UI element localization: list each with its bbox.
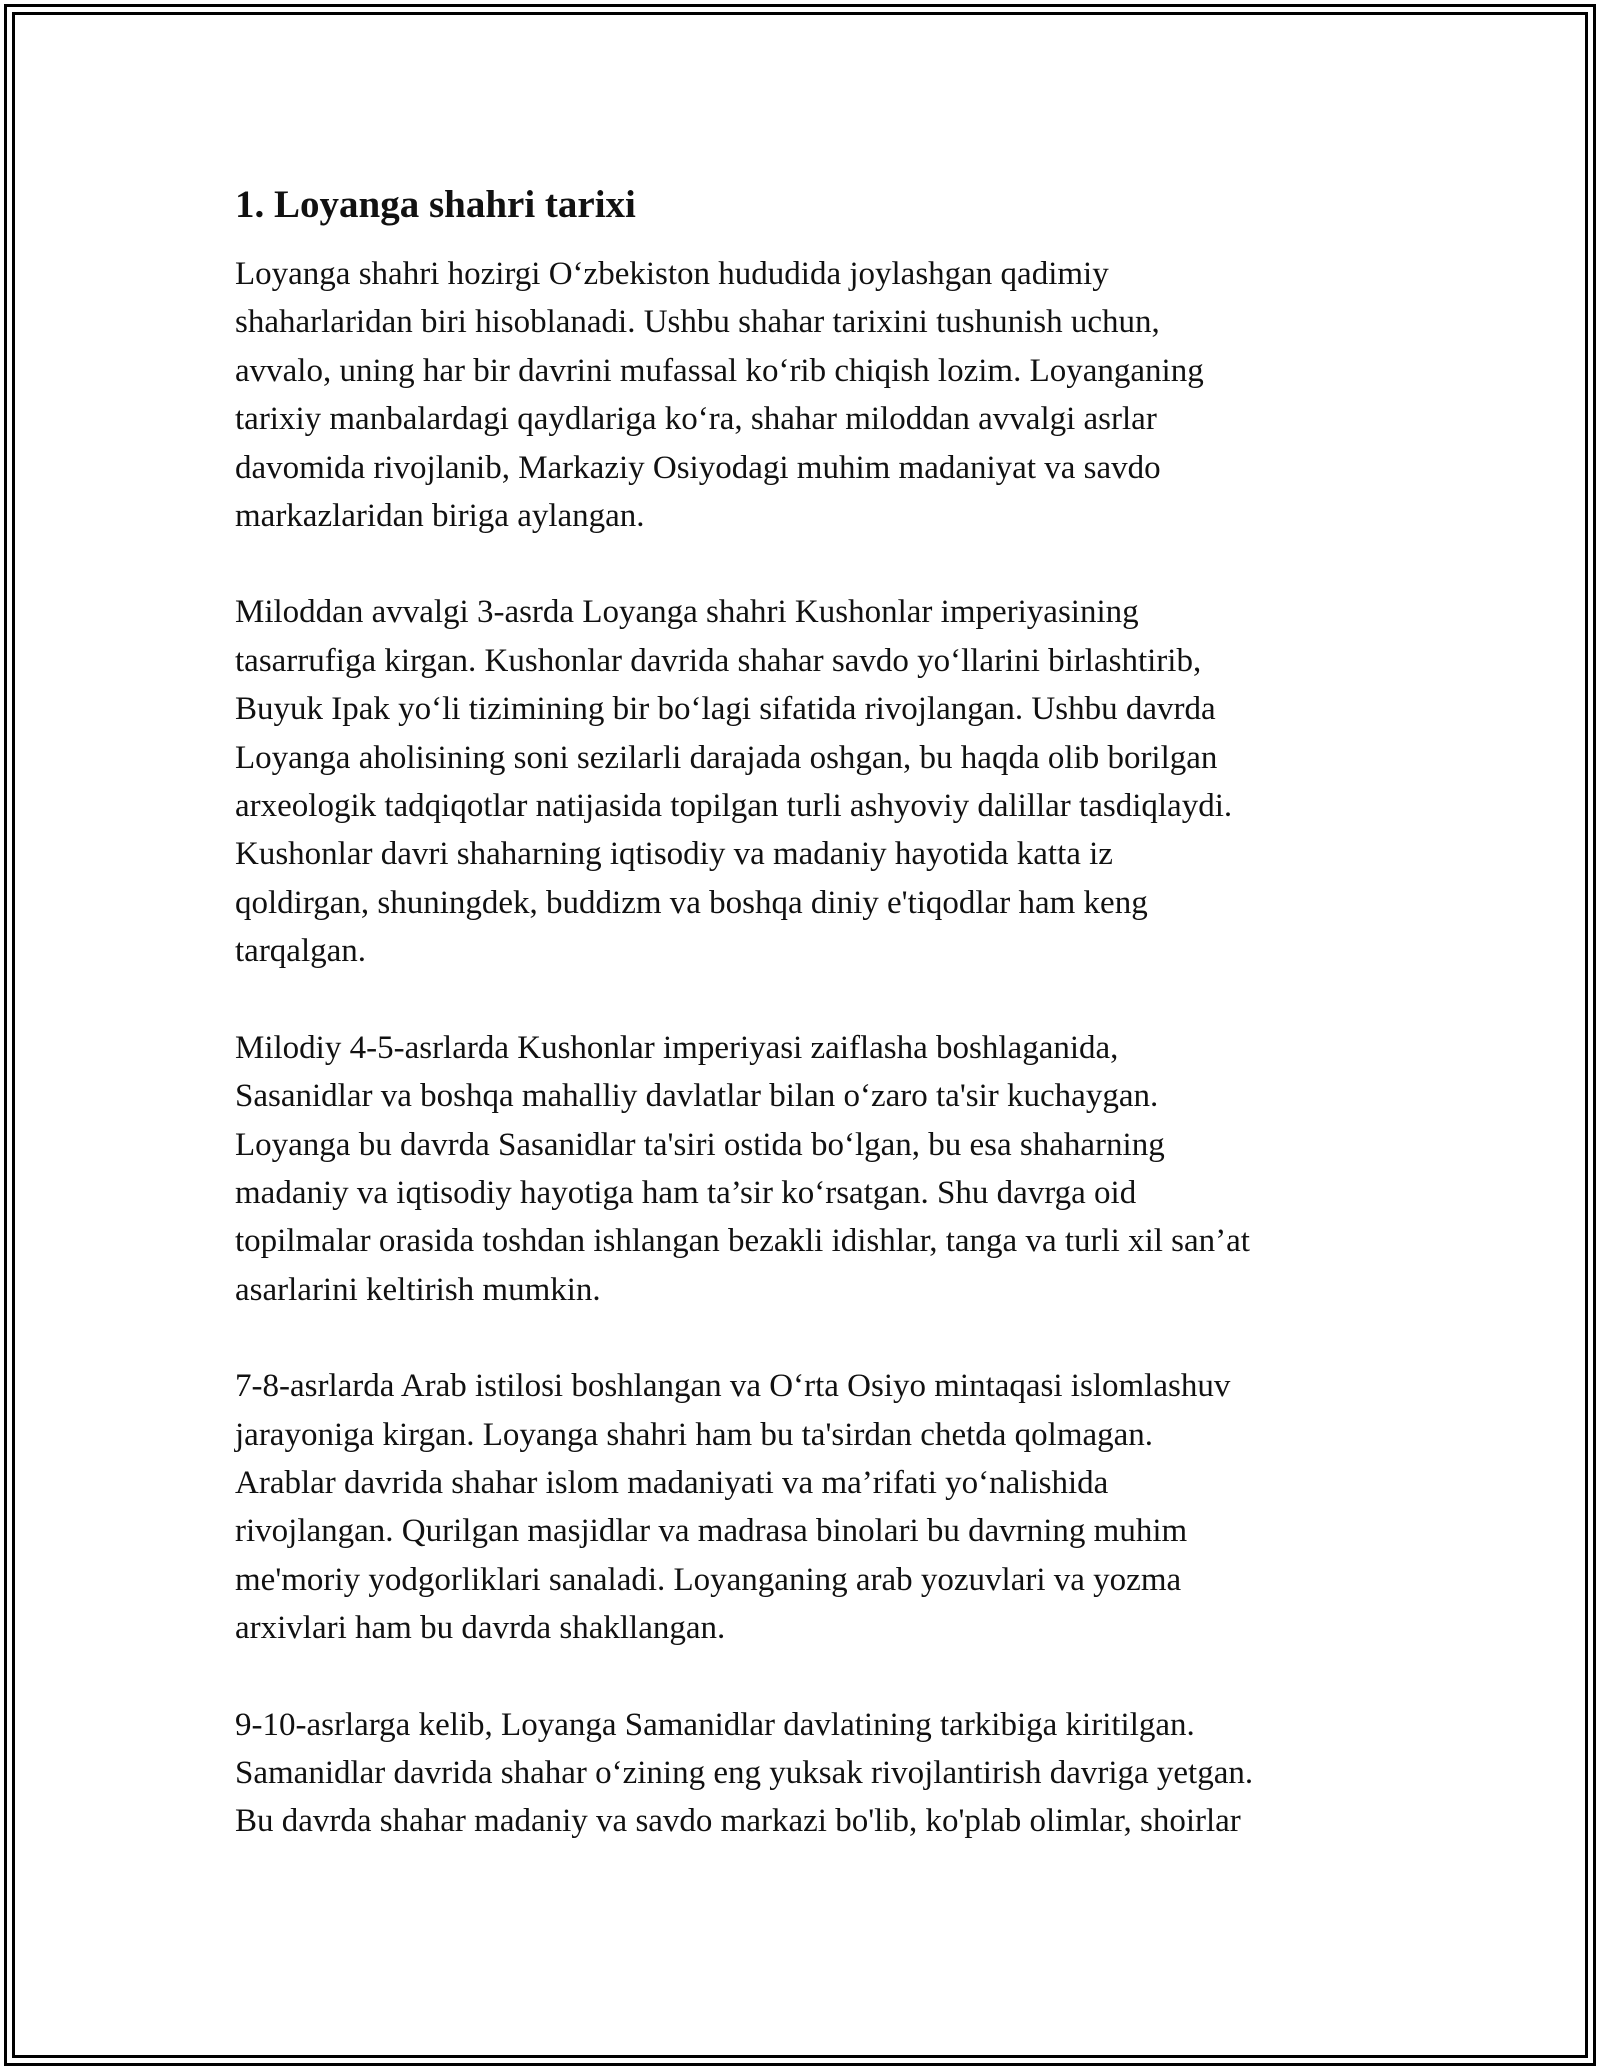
paragraph <box>235 588 1385 975</box>
text-line: Milodiy 4-5-asrlarda Kushonlar imperiyasi zaiflasha boshlaganida, <box>235 1029 1119 1066</box>
text-line: qoldirgan, shuningdek, buddizm va boshqa diniy e'tiqodlar ham keng <box>235 884 1148 921</box>
text-line: 9-10-asrlarga kelib, Loyanga Samanidlar davlatining tarkibiga kiritilgan. <box>235 1706 1195 1743</box>
document-body <box>235 180 1385 1894</box>
text-line: tarixiy manbalardagi qaydlariga ko‘ra, shahar miloddan avvalgi asrlar <box>235 401 1157 438</box>
paragraph <box>235 250 1385 540</box>
text-line: avvalo, uning har bir davrini mufassal ko‘rib chiqish lozim. Loyanganing <box>235 352 1204 389</box>
text-line: shaharlaridan biri hisoblanadi. Ushbu shahar tarixini tushunish uchun, <box>235 304 1160 341</box>
text-line: topilmalar orasida toshdan ishlangan bezakli idishlar, tanga va turli xil san’at <box>235 1223 1250 1260</box>
paragraph <box>235 1701 1385 1846</box>
text-line: Loyanga shahri hozirgi O‘zbekiston hududida joylashgan qadimiy <box>235 256 1109 292</box>
section-heading: 1. Loyanga shahri tarixi <box>235 183 636 226</box>
text-line: Sasanidlar va boshqa mahalliy davlatlar bilan o‘zaro ta'sir kuchaygan. <box>235 1078 1159 1115</box>
text-line: davomida rivojlanib, Markaziy Osiyodagi muhim madaniyat va savdo <box>235 449 1161 486</box>
text-line: Samanidlar davrida shahar o‘zining eng yuksak rivojlantirish davriga yetgan. <box>235 1754 1254 1791</box>
paragraph <box>235 1362 1385 1652</box>
text-line: asarlarini keltirish mumkin. <box>235 1271 601 1308</box>
paragraph <box>235 1024 1385 1314</box>
text-line: Arablar davrida shahar islom madaniyati va ma’rifati yo‘nalishida <box>235 1464 1109 1501</box>
text-line: rivojlangan. Qurilgan masjidlar va madrasa binolari bu davrning muhim <box>235 1513 1188 1550</box>
text-line: arxivlari ham bu davrda shakllangan. <box>235 1610 726 1647</box>
text-line: 7-8-asrlarda Arab istilosi boshlangan va O‘rta Osiyo mintaqasi islomlashuv <box>235 1368 1231 1405</box>
text-line: jarayoniga kirgan. Loyanga shahri ham bu ta'sirdan chetda qolmagan. <box>235 1416 1154 1453</box>
text-line: madaniy va iqtisodiy hayotiga ham ta’sir ko‘rsatgan. Shu davrga oid <box>235 1174 1137 1211</box>
text-line: Loyanga aholisining soni sezilarli darajada oshgan, bu haqda olib borilgan <box>235 739 1218 776</box>
text-line: arxeologik tadqiqotlar natijasida topilgan turli ashyoviy dalillar tasdiqlaydi. <box>235 788 1233 825</box>
paragraph-list <box>235 250 1385 1846</box>
text-line: Miloddan avvalgi 3-asrda Loyanga shahri Kushonlar imperiyasining <box>235 594 1139 631</box>
text-line: tasarrufiga kirgan. Kushonlar davrida shahar savdo yo‘llarini birlashtirib, <box>235 642 1202 679</box>
text-line: markazlaridan biriga aylangan. <box>235 498 645 535</box>
text-line: tarqalgan. <box>235 933 367 970</box>
text-line: me'moriy yodgorliklari sanaladi. Loyanganing arab yozuvlari va yozma <box>235 1561 1182 1598</box>
text-line: Buyuk Ipak yo‘li tizimining bir bo‘lagi sifatida rivojlangan. Ushbu davrda <box>235 691 1216 728</box>
text-line: Loyanga bu davrda Sasanidlar ta'siri ostida bo‘lgan, bu esa shaharning <box>235 1126 1165 1163</box>
text-line: Kushonlar davri shaharning iqtisodiy va madaniy hayotida katta iz <box>235 836 1113 873</box>
text-line: Bu davrda shahar madaniy va savdo markazi bo'lib, ko'plab olimlar, shoirlar <box>235 1803 1241 1840</box>
